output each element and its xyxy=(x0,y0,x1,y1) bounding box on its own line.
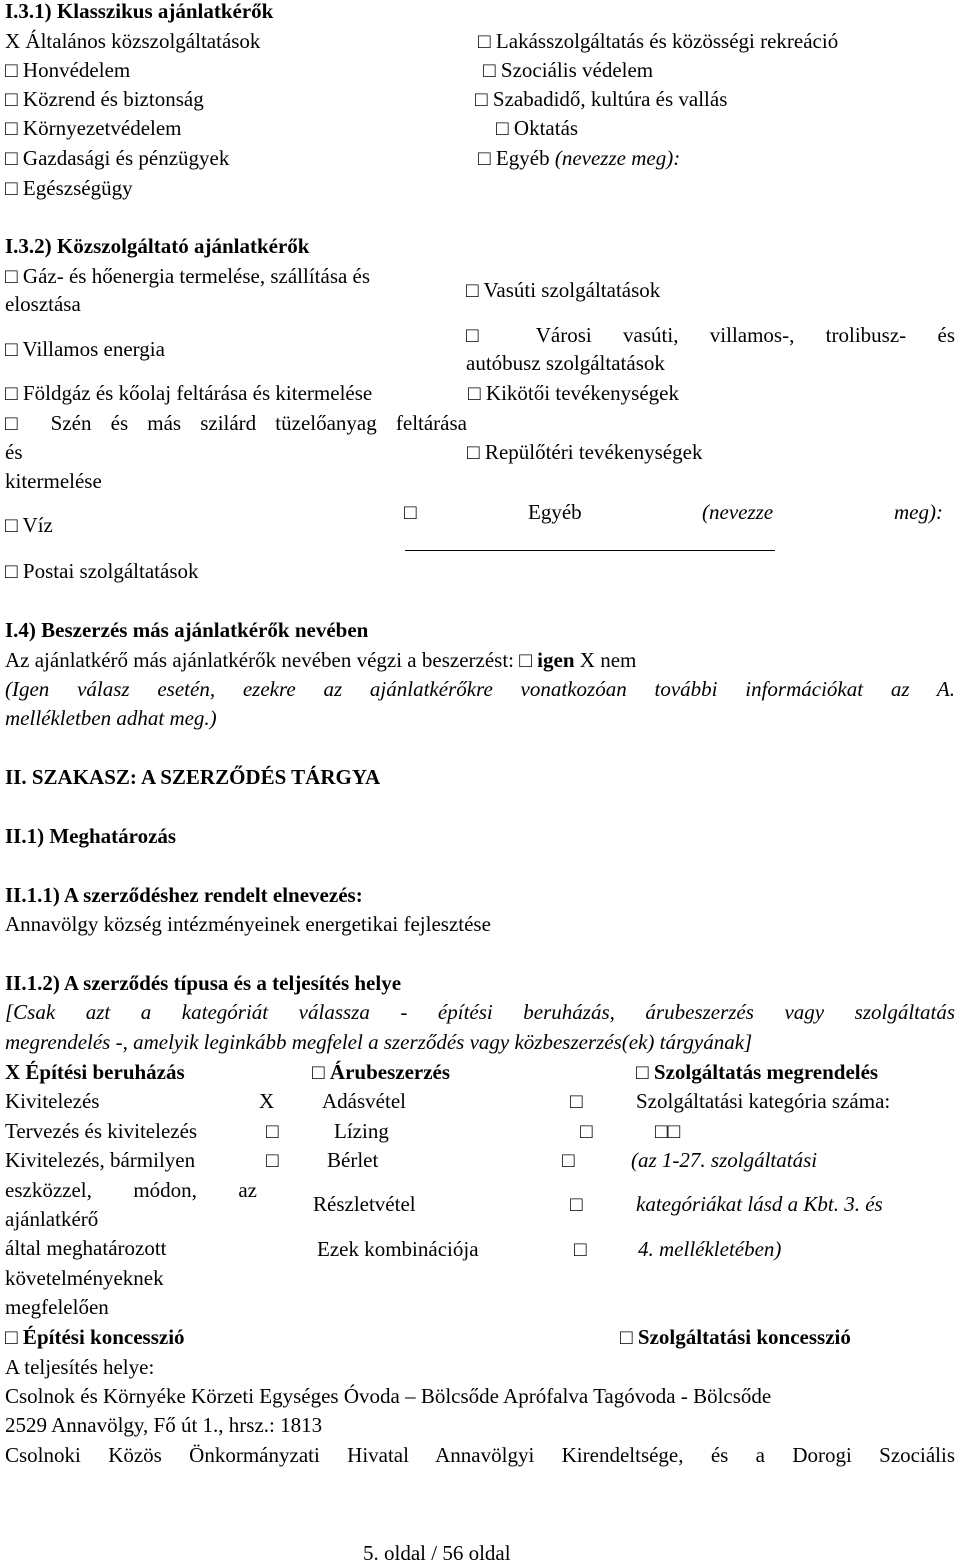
type-services[interactable]: □ Szolgáltatás megrendelés xyxy=(636,1060,879,1084)
contract-name: Annavölgy község intézményeinek energetikai fejlesztése xyxy=(5,912,491,936)
joint-procurement-question: Az ajánlatkérő más ajánlatkérők nevében végzi a beszerzést: □ igen X nem xyxy=(5,648,637,672)
option-housing[interactable]: □ Lakásszolgáltatás és közösségi rekreáció xyxy=(478,29,839,53)
option-electricity[interactable]: □ Villamos energia xyxy=(5,337,165,361)
works-any-means-mark[interactable]: □ xyxy=(266,1148,279,1172)
subheading-ii12: II.1.2) A szerződés típusa és a teljesítés helye xyxy=(5,971,402,995)
works-execution-mark[interactable]: X xyxy=(259,1089,275,1113)
option-other[interactable]: □ Egyéb (nevezze meg): xyxy=(478,146,681,170)
section-heading-ii: II. SZAKASZ: A SZERZŐDÉS TÁRGYA xyxy=(5,765,381,789)
section-heading-i31: I.3.1) Klasszikus ajánlatkérők xyxy=(5,0,274,23)
option-coal[interactable]: □ Szén és más szilárd tüzelőanyag feltárása xyxy=(5,411,467,435)
section-heading-i32: I.3.2) Közszolgáltató ajánlatkérők xyxy=(5,234,310,258)
option-airports[interactable]: □ Repülőtéri tevékenységek xyxy=(467,440,703,464)
joint-procurement-note-cont: mellékletben adhat meg.) xyxy=(5,706,217,730)
supplies-lease-mark[interactable]: □ xyxy=(580,1119,593,1143)
option-health[interactable]: □ Egészségügy xyxy=(5,176,133,200)
option-urban-transport[interactable]: □ Városi vasúti, villamos-, trolibusz- és xyxy=(466,323,955,347)
option-environment[interactable]: □ Környezetvédelem xyxy=(5,116,182,140)
option-public-order[interactable]: □ Közrend és biztonság xyxy=(5,87,204,111)
yes-option[interactable]: □ igen xyxy=(519,648,575,672)
place-label: A teljesítés helye: xyxy=(5,1355,155,1379)
option-other-checkbox[interactable]: □ xyxy=(404,500,417,524)
option-oil-gas[interactable]: □ Földgáz és kőolaj feltárása és kitermelése xyxy=(5,381,373,405)
supplies-hire-purchase: Részletvétel xyxy=(313,1192,416,1216)
works-design-execution: Tervezés és kivitelezés xyxy=(5,1119,198,1143)
option-railway[interactable]: □ Vasúti szolgáltatások xyxy=(466,278,661,302)
services-category-note3: 4. mellékletében) xyxy=(638,1237,782,1261)
option-recreation[interactable]: □ Szabadidő, kultúra és vallás xyxy=(475,87,728,111)
page-number: 5. oldal / 56 oldal xyxy=(363,1541,511,1565)
services-category-boxes[interactable]: □□ xyxy=(655,1119,681,1143)
supplies-rental: Bérlet xyxy=(327,1148,379,1172)
option-general-public-services[interactable]: X Általános közszolgáltatások xyxy=(5,29,261,53)
option-education[interactable]: □ Oktatás xyxy=(496,116,579,140)
subheading-ii1: II.1) Meghatározás xyxy=(5,824,177,848)
option-defence[interactable]: □ Honvédelem xyxy=(5,58,131,82)
works-execution: Kivitelezés xyxy=(5,1089,100,1113)
option-gas-heat-cont: elosztása xyxy=(5,292,81,316)
services-category-note2: kategóriákat lásd a Kbt. 3. és xyxy=(636,1192,883,1216)
works-design-execution-mark[interactable]: □ xyxy=(266,1119,279,1143)
place-line-3: Csolnoki Közös Önkormányzati Hivatal Annavölgyi Kirendeltsége, és a Dorogi Szociális xyxy=(5,1443,955,1467)
option-other-paren: (nevezze xyxy=(702,500,774,524)
option-water[interactable]: □ Víz xyxy=(5,513,53,537)
option-economic-financial[interactable]: □ Gazdasági és pénzügyek xyxy=(5,146,230,170)
supplies-hire-purchase-mark[interactable]: □ xyxy=(570,1192,583,1216)
supplies-combination-mark[interactable]: □ xyxy=(574,1237,587,1261)
option-postal[interactable]: □ Postai szolgáltatások xyxy=(5,559,199,583)
supplies-lease: Lízing xyxy=(334,1119,389,1143)
option-ports[interactable]: □ Kikötői tevékenységek xyxy=(468,381,679,405)
option-gas-heat[interactable]: □ Gáz- és hőenergia termelése, szállítása és xyxy=(5,264,371,288)
works-any-means-cont4: követelményeknek xyxy=(5,1266,164,1290)
option-other-meg: meg): xyxy=(894,500,943,524)
place-line-1: Csolnok és Környéke Körzeti Egységes Óvoda – Bölcsőde Aprófalva Tagóvoda - Bölcsőde xyxy=(5,1384,772,1408)
type-works-concession[interactable]: □ Építési koncesszió xyxy=(5,1325,185,1349)
supplies-rental-mark[interactable]: □ xyxy=(562,1148,575,1172)
works-any-means-cont3: által meghatározott xyxy=(5,1236,167,1260)
type-instruction: [Csak azt a kategóriát válassza - építési beruházás, árubeszerzés vagy szolgáltatás xyxy=(5,1000,955,1024)
option-coal-cont2: kitermelése xyxy=(5,469,102,493)
option-coal-cont1: és xyxy=(5,440,23,464)
works-any-means: Kivitelezés, bármilyen xyxy=(5,1148,196,1172)
option-social-protection[interactable]: □ Szociális védelem xyxy=(483,58,654,82)
works-any-means-cont5: megfelelően xyxy=(5,1295,109,1319)
works-any-means-cont2: ajánlatkérő xyxy=(5,1207,99,1231)
no-option[interactable]: X nem xyxy=(574,648,637,672)
section-heading-i4: I.4) Beszerzés más ajánlatkérők nevében xyxy=(5,618,369,642)
services-category-note1: (az 1-27. szolgáltatási xyxy=(631,1148,818,1172)
type-services-concession[interactable]: □ Szolgáltatási koncesszió xyxy=(620,1325,851,1349)
place-line-2: 2529 Annavölgy, Fő út 1., hrsz.: 1813 xyxy=(5,1413,323,1437)
supplies-combination: Ezek kombinációja xyxy=(317,1237,479,1261)
services-category-label: Szolgáltatási kategória száma: xyxy=(636,1089,891,1113)
type-supplies[interactable]: □ Árubeszerzés xyxy=(312,1060,451,1084)
other-fill-line xyxy=(405,550,775,551)
type-works[interactable]: X Építési beruházás xyxy=(5,1060,185,1084)
option-urban-transport-cont: autóbusz szolgáltatások xyxy=(466,351,665,375)
supplies-purchase: Adásvétel xyxy=(322,1089,406,1113)
type-instruction-cont: megrendelés -, amelyik leginkább megfelel a szerződés vagy közbeszerzés(ek) tárgyának] xyxy=(5,1030,753,1054)
supplies-purchase-mark[interactable]: □ xyxy=(570,1089,583,1113)
option-other-label: Egyéb xyxy=(528,500,582,524)
works-any-means-cont1: eszközzel, módon, az xyxy=(5,1178,257,1202)
subheading-ii11: II.1.1) A szerződéshez rendelt elnevezés: xyxy=(5,883,363,907)
joint-procurement-note: (Igen válasz esetén, ezekre az ajánlatkérőkre vonatkozóan további információkat az A. xyxy=(5,677,955,701)
